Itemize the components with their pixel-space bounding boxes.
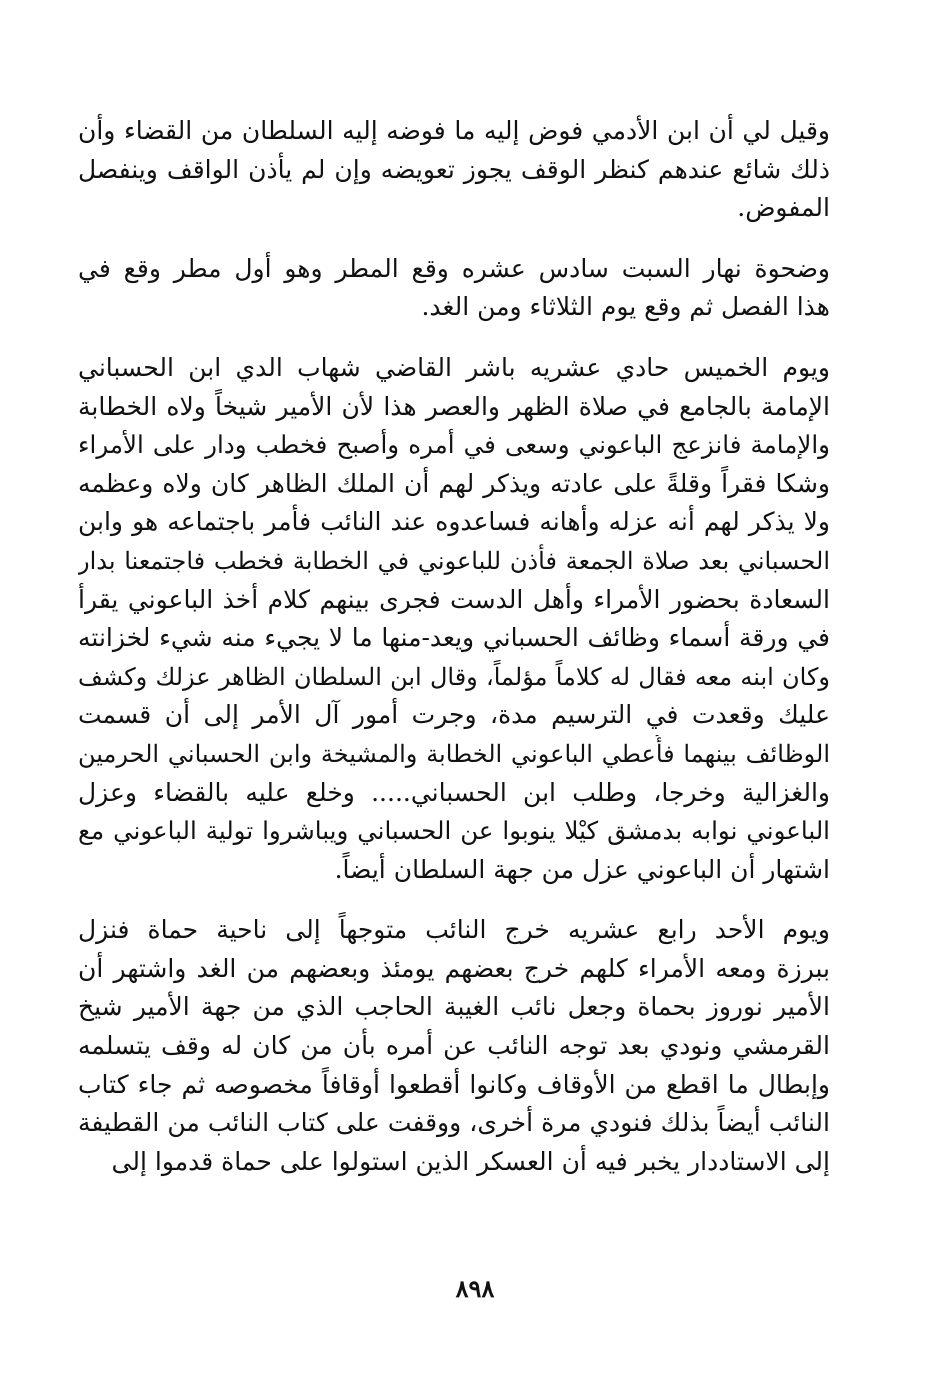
- text-line: وكان ابنه معه فقال له كلاماً مؤلماً، وقال ابن السلطان الظاهر عزلك وكشف: [78, 662, 830, 691]
- text-line: ببرزة ومعه الأمراء كلهم خرج بعضهم يومئذ وبعضهم من الغد واشتهر أن: [78, 953, 830, 983]
- text-line: والغزالية وخرجا، وطلب ابن الحسباني..... وخلع عليه بالقضاء وعزل: [78, 777, 830, 807]
- text-line: إلى الاستاددار يخبر فيه أن العسكر الذين استولوا على حماة قدموا إلى: [111, 1146, 830, 1176]
- paragraph: [78, 112, 830, 228]
- text-line: ويوم الخميس حادي عشريه باشر القاضي شهاب الدي ابن الحسباني: [78, 352, 830, 382]
- text-line: عليك وقعدت في الترسيم مدة، وجرت أمور آل الأمر إلى أن قسمت: [78, 700, 830, 730]
- text-line: وشكا فقراً وقلةً على عادته ويذكر لهم أن الملك الظاهر كان ولاه وعظمه: [78, 468, 830, 498]
- text-line: ذلك شائع عندهم كنظر الوقف يجوز تعويضه وإن لم يأذن الواقف وينفصل: [78, 154, 830, 184]
- paragraph: [78, 349, 830, 889]
- text-line: المفوض.: [737, 193, 830, 223]
- text-line: ولا يذكر لهم أنه عزله وأهانه فساعدوه عند النائب فأمر باجتماعه هو وابن: [78, 507, 830, 537]
- paragraph: [78, 250, 830, 327]
- text-line: وقيل لي أن ابن الأدمي فوض إليه ما فوضه إليه السلطان من القضاء وأن: [78, 116, 830, 145]
- text-line: وإبطال ما اقطع من الأوقاف وكانوا أقطعوا أوقافاً مخصوصه ثم جاء كتاب: [78, 1069, 830, 1099]
- text-line: في ورقة أسماء وظائف الحسباني ويعد-منها ما لا يجيء منه شيء لخزانته: [78, 623, 830, 653]
- text-line: هذا الفصل ثم وقع يوم الثلاثاء ومن الغد.: [421, 292, 830, 322]
- text-line: الحسباني بعد صلاة الجمعة فأذن للباعوني في الخطابة فخطب فاجتمعنا بدار: [78, 546, 830, 575]
- text-line: اشتهار أن الباعوني عزل من جهة السلطان أيضاً.: [334, 854, 830, 884]
- text-line: الوظائف بينهما فأُعطي الباعوني الخطابة والمشيخة وابن الحسباني الحرمين: [78, 739, 830, 768]
- text-line: القرمشي ونودي بعد توجه النائب عن أمره بأن من كان له وقف يتسلمه: [78, 1031, 830, 1061]
- text-line: والإمامة فانزعج الباعوني وسعى في أمره وأصبح فخطب ودار على الأمراء: [78, 430, 830, 460]
- page-number: ٨٩٨: [455, 1274, 495, 1303]
- text-line: ويوم الأحد رابع عشريه خرج النائب متوجهاً إلى ناحية حماة فنزل: [78, 915, 830, 945]
- text-line: النائب أيضاً بذلك فنودي مرة أخرى، ووقفت على كتاب النائب من القطيفة: [78, 1108, 830, 1138]
- text-line: الإمامة بالجامع في صلاة الظهر والعصر هذا لأن الأمير شيخاً ولاه الخطابة: [78, 391, 830, 421]
- text-line: السعادة بحضور الأمراء وأهل الدست فجرى بينهم كلام أخذ الباعوني يقرأ: [78, 584, 830, 614]
- page-body-text: [78, 112, 830, 1203]
- text-line: الباعوني نوابه بدمشق كيْلا ينوبوا عن الحسباني ويباشروا تولية الباعوني مع: [78, 816, 830, 846]
- text-line: وضحوة نهار السبت سادس عشره وقع المطر وهو أول مطر وقع في: [78, 253, 830, 283]
- text-line: الأمير نوروز بحماة وجعل نائب الغيبة الحاجب الذي من جهة الأمير شيخ: [78, 992, 830, 1022]
- paragraph: [78, 911, 830, 1181]
